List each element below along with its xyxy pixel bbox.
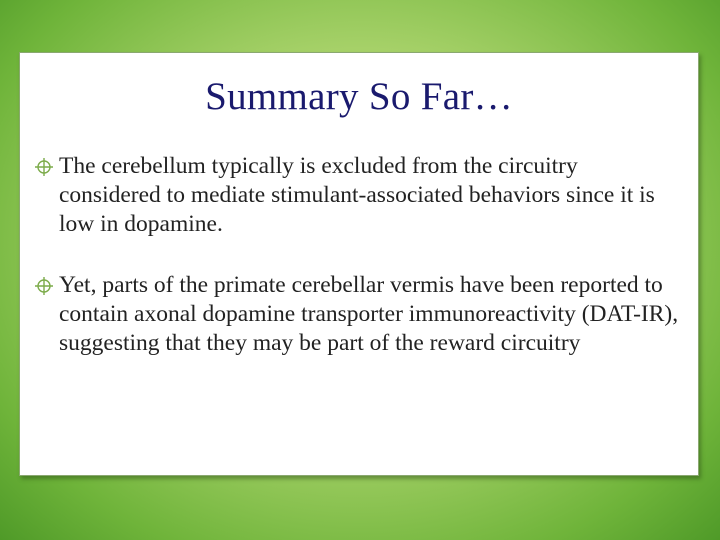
bullet-text: The cerebellum typically is excluded from the circuitry considered to mediate stimulant-associated behaviors since it is low in dopamine. — [59, 153, 655, 237]
bullet-item — [34, 271, 684, 358]
slide-content-panel — [19, 52, 699, 476]
crosshair-bullet-icon — [34, 157, 54, 177]
bullet-item — [34, 152, 684, 239]
slide-title: Summary So Far… — [205, 75, 513, 118]
bullet-text: Yet, parts of the primate cerebellar vermis have been reported to contain axonal dopamine transporter immunoreactivity (DAT-IR), suggesting that they may be part of the reward circuitry — [59, 272, 679, 356]
bullet-list — [34, 152, 684, 358]
crosshair-bullet-icon — [34, 276, 54, 296]
